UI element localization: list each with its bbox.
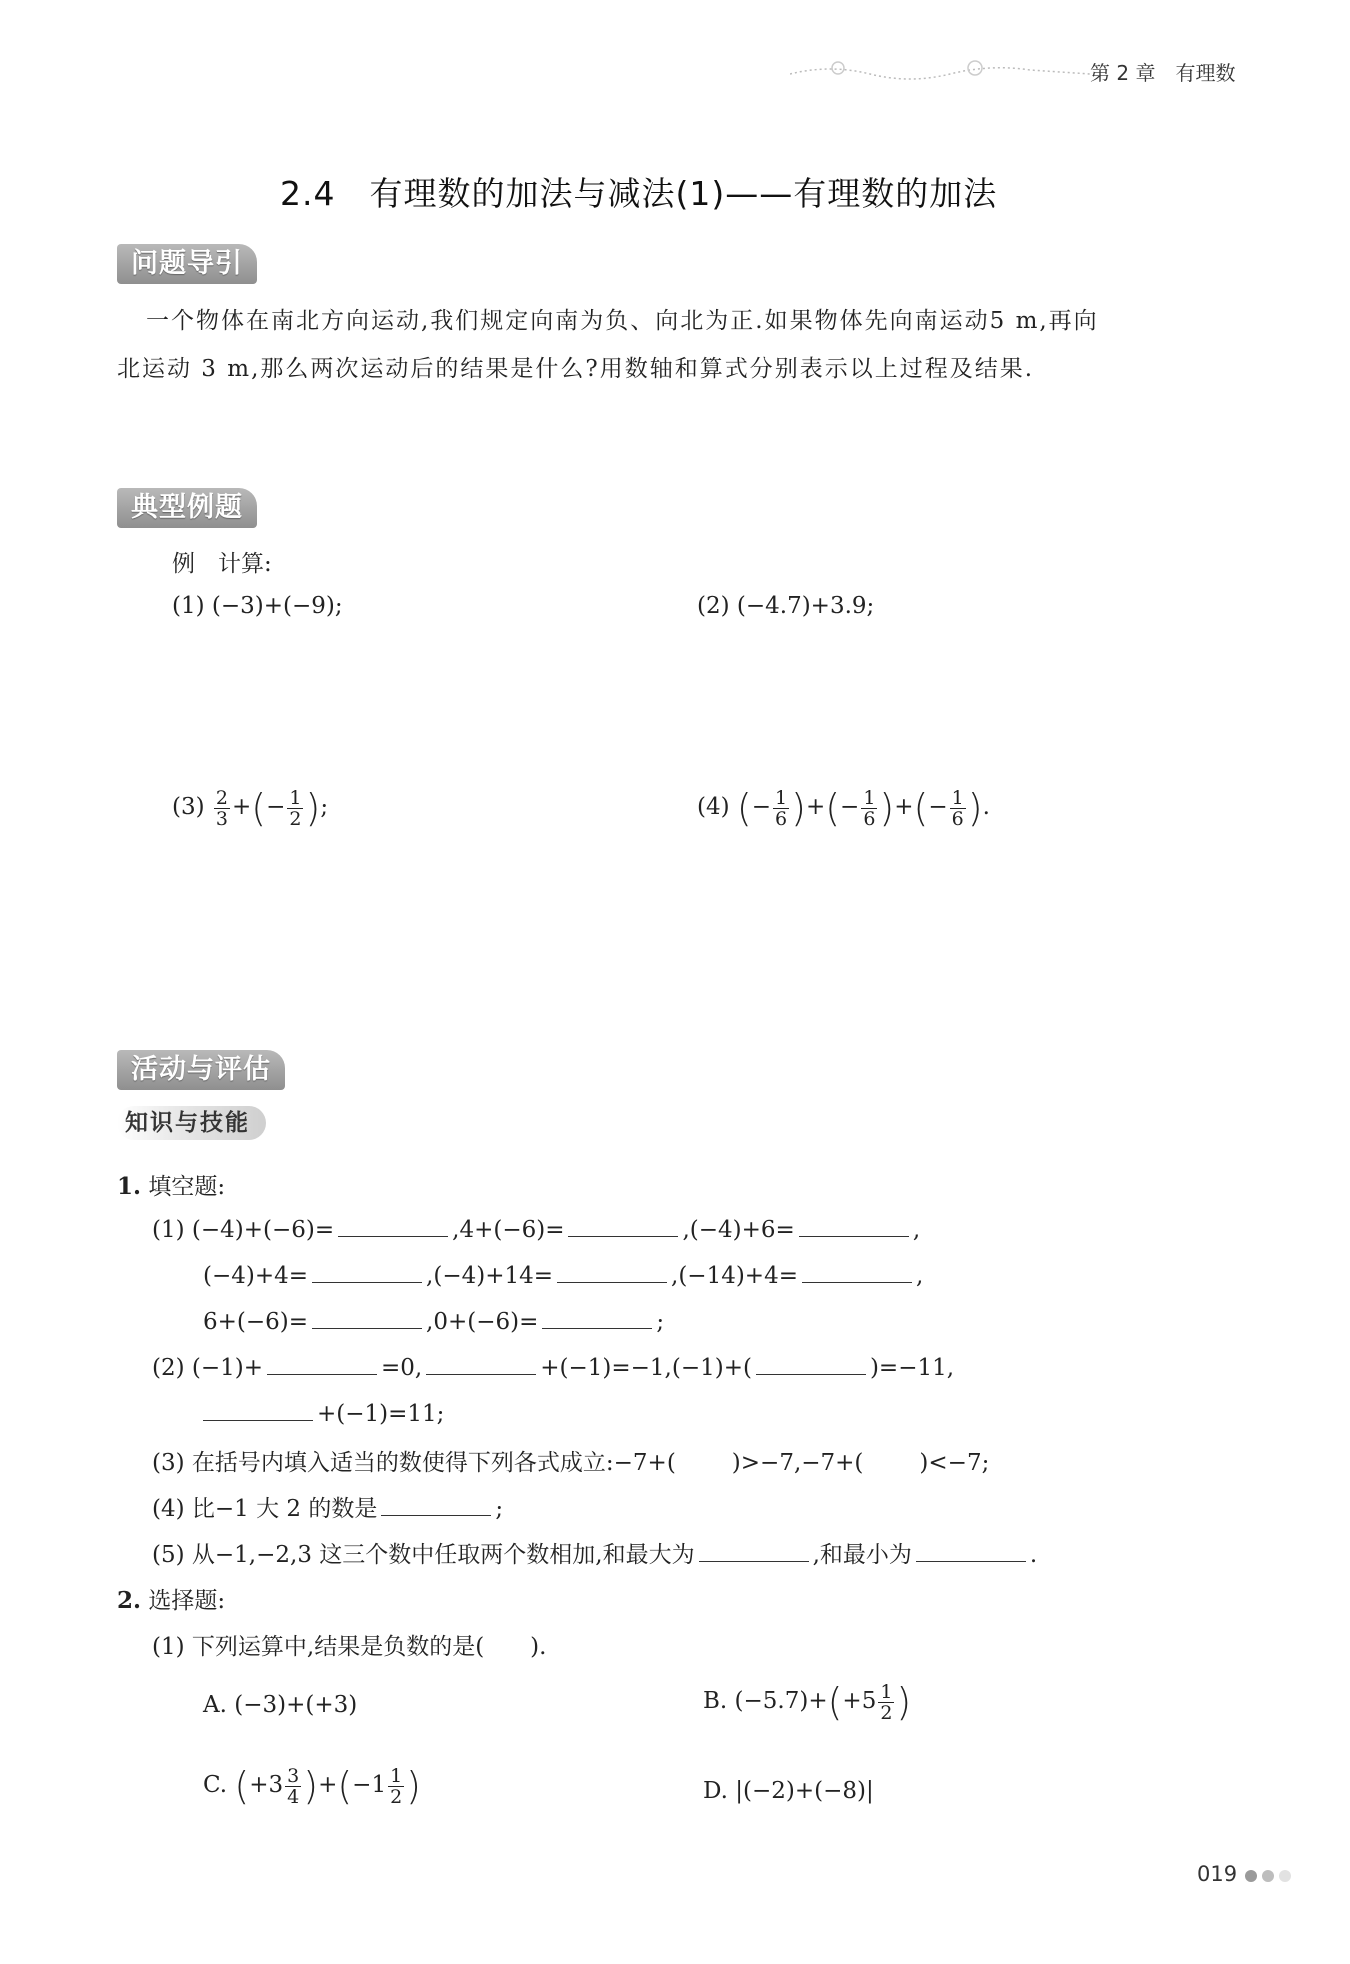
expression: )=−11, <box>869 1355 955 1381</box>
exercise1-p2-line2 <box>203 1398 444 1427</box>
fraction <box>950 788 966 829</box>
option-a[interactable]: A. (−3)+(+3) <box>203 1692 358 1718</box>
answer-blank[interactable] <box>557 1260 667 1283</box>
punctuation: . <box>1029 1542 1038 1568</box>
fraction-numerator: 1 <box>289 786 302 809</box>
example-q1: (1) (−3)+(−9); <box>172 593 343 619</box>
fraction-numerator: 3 <box>287 1764 300 1787</box>
expression: (2) (−1)+ <box>152 1355 264 1381</box>
answer-blank[interactable] <box>381 1493 491 1516</box>
footer-dot <box>1245 1870 1257 1882</box>
answer-blank[interactable] <box>756 1352 866 1375</box>
fraction-numerator: 2 <box>215 786 228 809</box>
fraction-denominator: 3 <box>215 807 228 830</box>
fraction <box>388 1766 404 1807</box>
answer-blank[interactable] <box>699 1539 809 1562</box>
example-q4-label: (4) <box>697 794 730 820</box>
example-q4: (4) (− $\frac{1}{6}$ )+(− $\frac{1}{6}$ )+(− $\frac{1}{6}$ ). <box>697 786 990 830</box>
punctuation: , <box>916 1263 924 1289</box>
fraction <box>285 1766 301 1807</box>
fraction-denominator: 2 <box>390 1785 403 1808</box>
expression: (1) (−4)+(−6)= <box>152 1217 335 1243</box>
fraction <box>773 788 789 829</box>
exercise2-title: 选择题: <box>148 1588 226 1614</box>
fraction <box>878 1682 894 1723</box>
example-q3-label: (3) <box>172 794 205 820</box>
fraction <box>287 788 303 829</box>
expression: −1 <box>352 1772 387 1798</box>
expression: +(−1)=−1,(−1)+( <box>540 1355 752 1381</box>
expression: (4) 比−1 大 2 的数是 <box>152 1496 378 1522</box>
answer-blank[interactable] <box>426 1352 536 1375</box>
expression: +(−1)=11; <box>317 1401 445 1427</box>
exercise2-heading <box>117 1582 225 1615</box>
exercise2-q1: (1) 下列运算中,结果是负数的是( ). <box>152 1634 547 1660</box>
fraction-denominator: 2 <box>289 807 302 830</box>
exercise1-title: 填空题: <box>148 1174 226 1200</box>
page-number: 019 <box>1197 1862 1238 1886</box>
option-b[interactable]: B. (−5.7)+(+5 $\frac{1}{2}$ ) <box>703 1680 912 1724</box>
expression: )>−7,−7+( <box>731 1450 864 1476</box>
fraction-numerator: 1 <box>951 786 964 809</box>
answer-blank[interactable] <box>312 1306 422 1329</box>
exercise1-p1-line1 <box>152 1214 920 1243</box>
page-title: 2.4 有理数的加法与减法(1)——有理数的加法 <box>280 174 998 213</box>
chapter-label: 第 2 章 有理数 <box>1090 61 1236 85</box>
expression: +3 <box>249 1772 284 1798</box>
exercise2-number: 2. <box>117 1587 142 1614</box>
fraction-numerator: 1 <box>863 786 876 809</box>
expression: B. (−5.7)+ <box>703 1688 828 1714</box>
example-q3: (3) $\frac{2}{3}$ +(− $\frac{1}{2}$ ); <box>172 786 329 830</box>
expression: C. <box>203 1772 228 1798</box>
answer-blank[interactable] <box>916 1539 1026 1562</box>
expression: ,(−4)+14= <box>426 1263 554 1289</box>
exercise1-p1-line3 <box>203 1306 664 1335</box>
expression: ,4+(−6)= <box>452 1217 565 1243</box>
answer-blank[interactable] <box>338 1214 448 1237</box>
answer-blank[interactable] <box>542 1306 652 1329</box>
expression: +5 <box>842 1688 877 1714</box>
answer-blank[interactable] <box>802 1260 912 1283</box>
example-intro: 例 计算: <box>172 551 272 577</box>
fraction-denominator: 6 <box>863 807 876 830</box>
expression: =0, <box>381 1355 423 1381</box>
expression: ,(−4)+6= <box>682 1217 795 1243</box>
fraction <box>861 788 877 829</box>
section-badge-problem: 问题导引 <box>117 244 257 284</box>
option-d[interactable]: D. |(−2)+(−8)| <box>703 1778 874 1804</box>
expression: (−4)+4= <box>203 1263 309 1289</box>
section-badge-activity: 活动与评估 <box>117 1050 285 1090</box>
header-decoration <box>790 56 1090 86</box>
answer-blank[interactable] <box>267 1352 377 1375</box>
fraction-denominator: 6 <box>775 807 788 830</box>
fraction-numerator: 1 <box>880 1680 893 1703</box>
fraction-numerator: 1 <box>390 1764 403 1787</box>
expression: (3) 在括号内填入适当的数使得下列各式成立:−7+( <box>152 1450 676 1476</box>
sub-badge-skills: 知识与技能 <box>117 1106 266 1140</box>
answer-blank[interactable] <box>312 1260 422 1283</box>
footer-dot <box>1279 1870 1291 1882</box>
punctuation: ; <box>495 1496 504 1522</box>
answer-blank[interactable] <box>799 1214 909 1237</box>
footer-dot <box>1262 1870 1274 1882</box>
fraction-numerator: 1 <box>775 786 788 809</box>
fraction-denominator: 4 <box>287 1785 300 1808</box>
expression: 6+(−6)= <box>203 1309 309 1335</box>
fraction-denominator: 2 <box>880 1701 893 1724</box>
exercise1-p1-line2 <box>203 1260 923 1289</box>
exercise1-p2-line1 <box>152 1352 954 1381</box>
fraction <box>214 788 230 829</box>
answer-blank[interactable] <box>203 1398 313 1421</box>
exercise1-p5 <box>152 1536 1037 1569</box>
problem-text-line1: 一个物体在南北方向运动,我们规定向南为负、向北为正.如果物体先向南运动5 m,再向 <box>146 308 1099 334</box>
exercise1-p4 <box>152 1490 503 1523</box>
expression: ,和最小为 <box>812 1542 912 1568</box>
problem-text-line2: 北运动 3 m,那么两次运动后的结果是什么?用数轴和算式分别表示以上过程及结果. <box>117 356 1035 382</box>
expression: ,(−14)+4= <box>671 1263 798 1289</box>
expression: ,0+(−6)= <box>426 1309 539 1335</box>
punctuation: ; <box>656 1309 665 1335</box>
answer-blank[interactable] <box>568 1214 678 1237</box>
option-c[interactable]: C. (+3 $\frac{3}{4}$ )+(−1 $\frac{1}{2}$ ) <box>203 1764 421 1808</box>
exercise1-heading <box>117 1168 225 1201</box>
punctuation: , <box>912 1217 921 1243</box>
example-q2: (2) (−4.7)+3.9; <box>697 593 875 619</box>
exercise1-p3 <box>152 1444 989 1477</box>
expression: (5) 从−1,−2,3 这三个数中任取两个数相加,和最大为 <box>152 1542 695 1568</box>
section-badge-example: 典型例题 <box>117 488 257 528</box>
fraction-denominator: 6 <box>951 807 964 830</box>
exercise1-number: 1. <box>117 1173 142 1200</box>
expression: )<−7; <box>919 1450 990 1476</box>
